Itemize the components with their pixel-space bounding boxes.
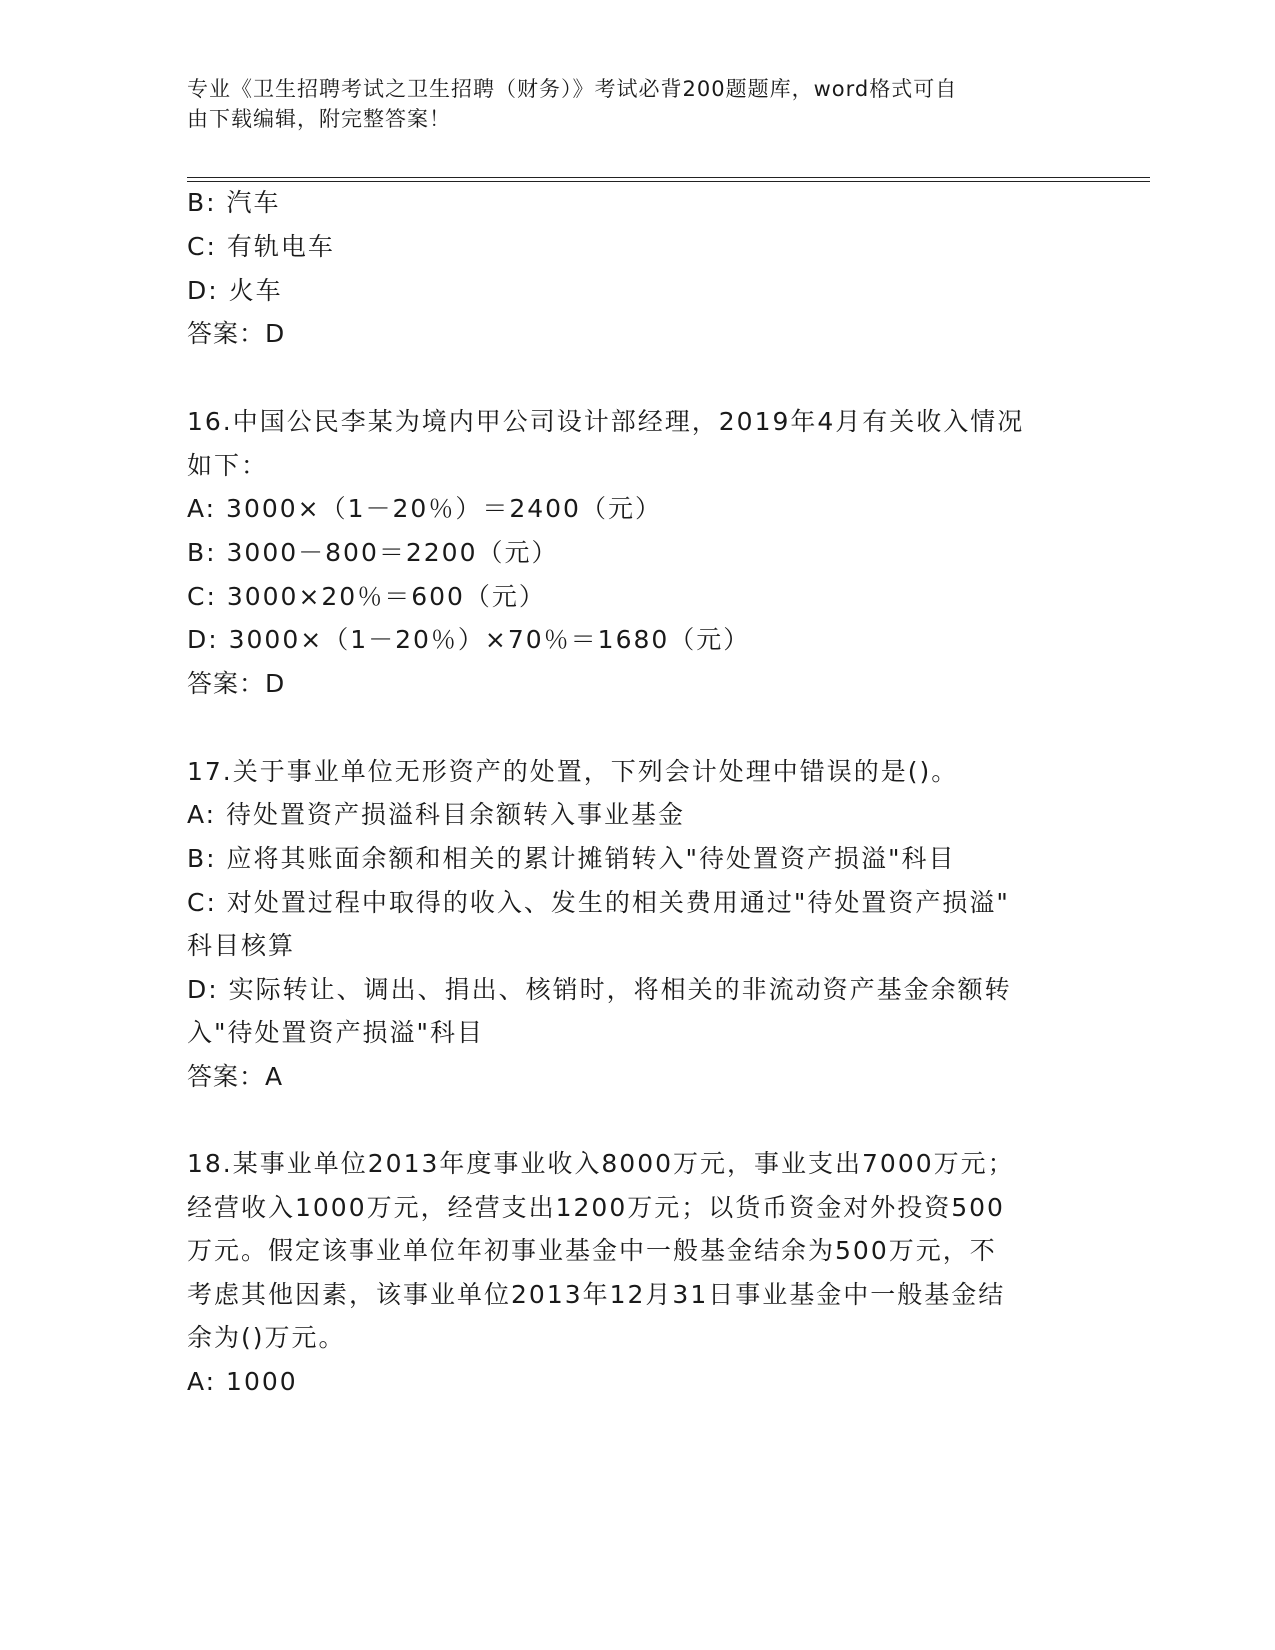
q17-option-c-line-1: C: 对处置过程中取得的收入、发生的相关费用通过"待处置资产损溢" <box>187 888 1010 917</box>
header-line-2: 由下载编辑，附完整答案！ <box>187 107 451 131</box>
q18-stem-line-5: 余为()万元。 <box>187 1323 346 1352</box>
q16-option-b: B: 3000－800＝2200（元） <box>187 538 559 567</box>
q17-answer: 答案：A <box>187 1062 284 1091</box>
header-line-1: 专业《卫生招聘考试之卫生招聘（财务）》考试必背200题题库，word格式可自 <box>187 77 958 101</box>
q16-option-d: D: 3000×（1－20％）×70％＝1680（元） <box>187 625 751 654</box>
document-header <box>187 74 1067 134</box>
q15-answer: 答案：D <box>187 319 286 348</box>
q16-stem-line-2: 如下： <box>187 451 269 480</box>
header-divider-top <box>187 177 1150 178</box>
q18-stem-line-3: 万元。假定该事业单位年初事业基金中一般基金结余为500万元，不 <box>187 1236 997 1265</box>
q18-stem-line-2: 经营收入1000万元，经营支出1200万元；以货币资金对外投资500 <box>187 1193 1005 1222</box>
q15-option-c: C: 有轨电车 <box>187 232 335 261</box>
header-divider-bottom <box>187 181 1150 182</box>
q17-option-b: B: 应将其账面余额和相关的累计摊销转入"待处置资产损溢"科目 <box>187 844 956 873</box>
q17-option-d-line-1: D: 实际转让、调出、捐出、核销时，将相关的非流动资产基金余额转 <box>187 975 1012 1004</box>
q15-option-b: B: 汽车 <box>187 188 281 217</box>
q16-stem-line-1: 16.中国公民李某为境内甲公司设计部经理，2019年4月有关收入情况 <box>187 407 1025 436</box>
q16-option-c: C: 3000×20％＝600（元） <box>187 582 546 611</box>
q17-option-d-line-2: 入"待处置资产损溢"科目 <box>187 1018 484 1047</box>
q15-option-d: D: 火车 <box>187 276 283 305</box>
q17-stem: 17.关于事业单位无形资产的处置，下列会计处理中错误的是()。 <box>187 757 959 786</box>
q17-option-c-line-2: 科目核算 <box>187 931 296 960</box>
q18-stem-line-4: 考虑其他因素，该事业单位2013年12月31日事业基金中一般基金结 <box>187 1280 1006 1309</box>
q16-option-a: A: 3000×（1－20％）＝2400（元） <box>187 494 662 523</box>
q17-option-a: A: 待处置资产损溢科目余额转入事业基金 <box>187 800 686 829</box>
q16-answer: 答案：D <box>187 669 286 698</box>
q18-option-a: A: 1000 <box>187 1367 298 1396</box>
q18-stem-line-1: 18.某事业单位2013年度事业收入8000万元，事业支出7000万元； <box>187 1149 1015 1178</box>
